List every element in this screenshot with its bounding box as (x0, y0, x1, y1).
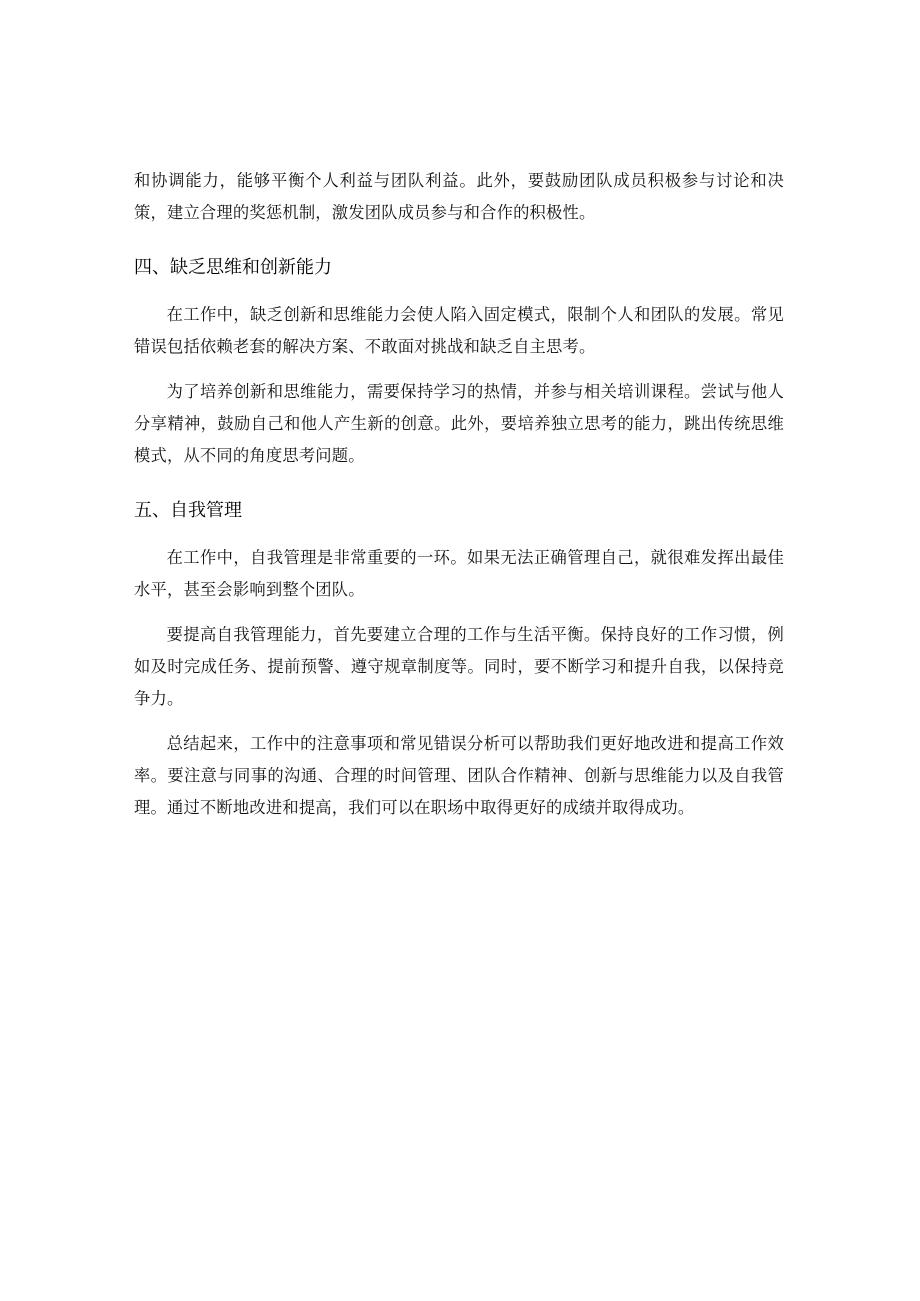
continued-paragraph: 和协调能力，能够平衡个人利益与团队利益。此外，要鼓励团队成员积极参与讨论和决策，建立合理的奖惩机制，激发团队成员参与和合作的积极性。 (134, 171, 784, 222)
section-5-paragraph-2: 要提高自我管理能力，首先要建立合理的工作与生活平衡。保持良好的工作习惯，例如及时完成任务、提前预警、遵守规章制度等。同时，要不断学习和提升自我，以保持竞争力。 (134, 625, 784, 708)
section-5-paragraph-1: 在工作中，自我管理是非常重要的一环。如果无法正确管理自己，就很难发挥出最佳水平，甚至会影响到整个团队。 (134, 548, 784, 599)
conclusion-paragraph: 总结起来，工作中的注意事项和常见错误分析可以帮助我们更好地改进和提高工作效率。要注意与同事的沟通、合理的时间管理、团队合作精神、创新与思维能力以及自我管理。通过不断地改进和提高，我们可以在职场中取得更好的成绩并取得成功。 (134, 734, 784, 817)
section-heading-4: 四、缺乏思维和创新能力 (134, 257, 332, 278)
section-heading-5: 五、自我管理 (134, 500, 242, 521)
section-4-paragraph-2: 为了培养创新和思维能力，需要保持学习的热情，并参与相关培训课程。尝试与他人分享精神，鼓励自己和他人产生新的创意。此外，要培养独立思考的能力，跳出传统思维模式，从不同的角度思考问题。 (134, 382, 784, 465)
document-body (134, 165, 784, 824)
section-4-paragraph-1: 在工作中，缺乏创新和思维能力会使人陷入固定模式，限制个人和团队的发展。常见错误包括依赖老套的解决方案、不敢面对挑战和缺乏自主思考。 (134, 305, 784, 356)
